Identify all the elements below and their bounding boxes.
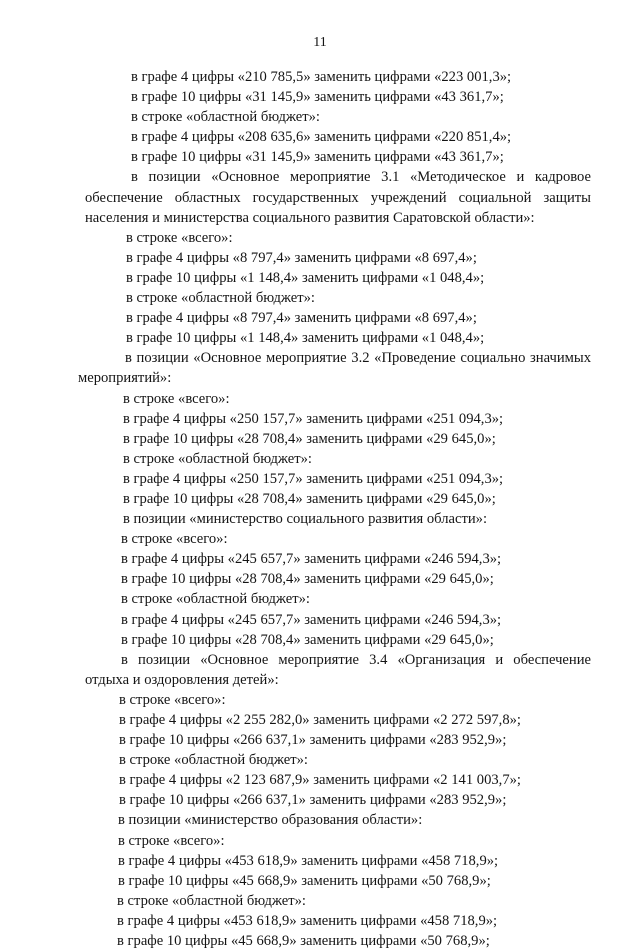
text-line: в графе 4 цифры «245 657,7» заменить цифрами «246 594,3»; [121,611,502,628]
text-line: в строке «всего»: [121,531,228,548]
text-line: в графе 4 цифры «8 797,4» заменить цифрами «8 697,4»; [126,310,477,327]
text-line: в графе 10 цифры «31 145,9» заменить цифрами «43 361,7»; [131,89,504,106]
text-line: в графе 4 цифры «245 657,7» заменить цифрами «246 594,3»; [121,551,502,568]
text-line: в графе 4 цифры «2 255 282,0» заменить цифрами «2 272 597,8»; [119,712,521,728]
text-line: в графе 4 цифры «250 157,7» заменить цифрами «251 094,3»; [123,410,504,427]
text-line: в строке «всего»: [118,832,225,849]
text-line: в графе 10 цифры «266 637,1» заменить цифрами «283 952,9»; [119,792,507,809]
text-line: в графе 10 цифры «28 708,4» заменить цифрами «29 645,0»; [123,430,496,447]
text-line: в графе 10 цифры «28 708,4» заменить цифрами «29 645,0»; [121,571,494,588]
text-line: в графе 10 цифры «1 148,4» заменить цифрами «1 048,4»; [126,269,485,286]
text-line: обеспечение областных государственных учреждений социальной защиты [85,189,591,206]
text-line: в графе 10 цифры «28 708,4» заменить цифрами «29 645,0»; [123,490,496,507]
text-line: в строке «областной бюджет»: [131,109,320,126]
text-line: в позиции «Основное мероприятие 3.1 «Методическое и кадровое [131,169,591,186]
text-line: в графе 4 цифры «210 785,5» заменить цифрами «223 001,3»; [131,69,512,85]
text-line: в графе 10 цифры «45 668,9» заменить цифрами «50 768,9»; [118,872,491,889]
text-line: в графе 10 цифры «1 148,4» заменить цифрами «1 048,4»; [126,330,485,347]
text-line: в графе 10 цифры «45 668,9» заменить цифрами «50 768,9»; [117,933,490,950]
page-number: 11 [313,35,327,50]
text-line: в строке «всего»: [123,390,230,407]
text-line: в строке «областной бюджет»: [121,591,310,608]
text-line: в строке «областной бюджет»: [126,290,315,307]
text-line: в графе 10 цифры «266 637,1» заменить цифрами «283 952,9»; [119,732,507,749]
text-line: в позиции «министерство социального развития области»: [123,511,488,528]
document-body [78,67,591,951]
text-line: в графе 4 цифры «208 635,6» заменить цифрами «220 851,4»; [131,129,512,146]
text-line: населения и министерства социального развития Саратовской области»: [85,209,535,226]
text-line: в графе 4 цифры «453 618,9» заменить цифрами «458 718,9»; [117,912,498,929]
text-line: в строке «всего»: [126,229,233,246]
text-line: в позиции «министерство образования области»: [118,812,423,829]
text-line: в графе 4 цифры «250 157,7» заменить цифрами «251 094,3»; [123,470,504,487]
text-line: в графе 4 цифры «2 123 687,9» заменить цифрами «2 141 003,7»; [119,772,521,789]
text-line: в строке «областной бюджет»: [119,752,308,769]
text-line: в графе 4 цифры «453 618,9» заменить цифрами «458 718,9»; [118,852,499,869]
text-line: в графе 10 цифры «31 145,9» заменить цифрами «43 361,7»; [131,149,504,166]
text-line: мероприятий»: [78,370,172,387]
text-line: в позиции «Основное мероприятие 3.2 «Проведение социально значимых [125,350,591,367]
text-line: в позиции «Основное мероприятие 3.4 «Организация и обеспечение [121,651,591,668]
text-line: отдыха и оздоровления детей»: [85,671,279,688]
text-line: в строке «областной бюджет»: [123,450,312,467]
text-line: в строке «областной бюджет»: [117,892,306,909]
text-line: в графе 10 цифры «28 708,4» заменить цифрами «29 645,0»; [121,631,494,648]
text-line: в строке «всего»: [119,691,226,708]
text-line: в графе 4 цифры «8 797,4» заменить цифрами «8 697,4»; [126,249,477,266]
